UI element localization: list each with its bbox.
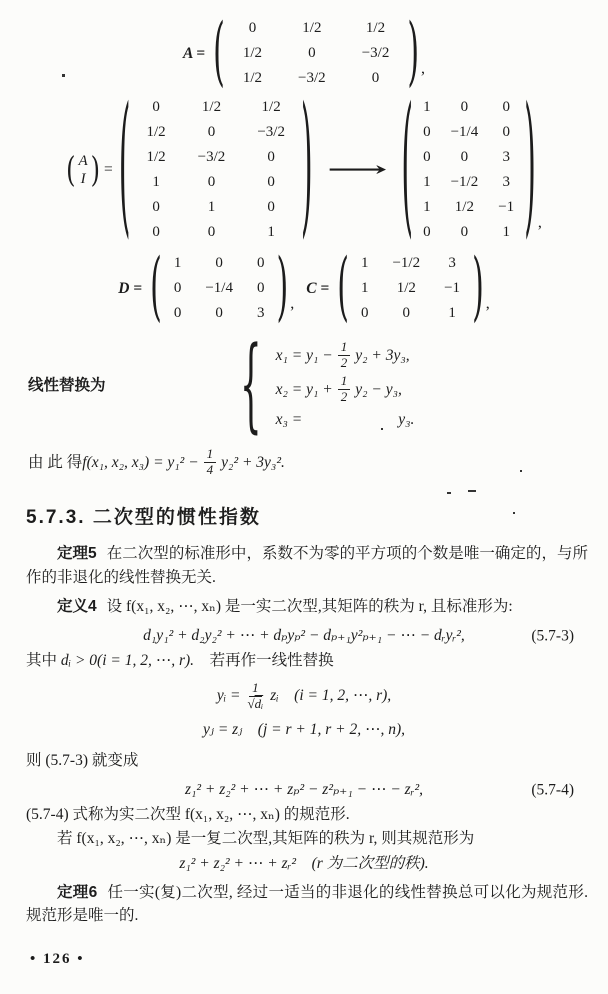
matrix-cell: 1/2	[396, 280, 416, 296]
fraction-numerator: 1	[249, 681, 262, 697]
matrix-cell: 1/2	[261, 99, 281, 115]
matrix-cell: 0	[402, 305, 411, 321]
substitution-label: 线性替换为	[28, 376, 106, 394]
matrix-cell: 1	[360, 255, 369, 271]
matrix-cell: 1	[173, 255, 182, 271]
radicand: dᵢ	[254, 695, 264, 711]
matrix-ai-left	[118, 78, 313, 257]
fraction-numerator: 1	[204, 447, 217, 463]
matrix-cell: 0	[460, 99, 469, 115]
fraction	[204, 447, 217, 478]
matrix-cell: −1	[498, 199, 515, 215]
matrix-cell: −1/4	[450, 124, 479, 140]
then-line: 则 (5.7-3) 就变成	[26, 751, 139, 769]
matrix-cell: 0	[215, 305, 223, 321]
matrix-cell: 1/2	[201, 99, 222, 115]
matrix-c	[337, 243, 484, 331]
sub2-eq1-pre: yᵢ =	[216, 687, 241, 705]
eq3-post: y₃.	[398, 410, 415, 428]
matrix-cell: 1/2	[365, 20, 386, 36]
theorem-5-paragraph	[0, 542, 608, 589]
formula-5-7-3-body: d₁y₁² + d₂y₂² + ⋯ + dₚyₚ² − dₚ₊₁y²ₚ₊₁ − ⋯ − dᵣyᵣ²,	[143, 627, 465, 645]
matrix-cell: 1	[267, 224, 275, 240]
comma: ,	[421, 60, 426, 77]
equals-sign: =	[104, 161, 113, 179]
result-math-post: y₂² + 3y₃².	[221, 453, 285, 471]
result-intro: 由 此 得	[28, 453, 83, 471]
substitution-eq3	[276, 408, 415, 431]
matrix-cell: −1/4	[205, 280, 233, 296]
right-paren-icon: )	[300, 78, 313, 257]
matrix-cell: −3/2	[257, 124, 285, 140]
matrix-cell: 0	[502, 99, 510, 115]
right-paren-icon: )	[524, 78, 536, 257]
matrix-cell: 3	[256, 305, 265, 321]
sqrt-sign: √	[247, 695, 255, 711]
result-line	[0, 447, 608, 478]
left-paren-icon: (	[213, 8, 225, 96]
matrix-cell: I	[80, 171, 86, 187]
equation-matrix-ai	[0, 78, 608, 257]
matrix-d	[150, 243, 289, 331]
sub2-eq2: yⱼ = zⱼ (j = r + 1, r + 2, ⋯, n),	[202, 720, 405, 738]
matrix-cell: 1	[448, 305, 456, 321]
substitution2-eq2	[0, 718, 608, 741]
matrix-c-lhs: C =	[306, 279, 330, 297]
fraction-denominator: 2	[340, 388, 348, 404]
matrix-cell: 0	[152, 99, 160, 115]
matrix-cell: 0	[256, 280, 265, 296]
left-paren-icon: (	[118, 78, 131, 257]
matrix-cell: 0	[267, 199, 275, 215]
matrix-a-lhs: A =	[182, 44, 206, 62]
condition-math: dᵢ > 0(i = 1, 2, ⋯, r).	[60, 652, 195, 670]
matrix-d-lhs: D =	[118, 279, 143, 297]
comma: ,	[485, 295, 490, 312]
linear-substitution-block	[0, 325, 608, 446]
matrix-cell: A	[78, 153, 88, 169]
matrix-cell: 0	[207, 174, 216, 190]
eq3-pre: x₃ =	[275, 410, 303, 428]
matrix-cell: 0	[502, 124, 510, 140]
sub2-eq1-post: zᵢ (i = 1, 2, ⋯, r),	[270, 687, 392, 705]
matrix-cell: 0	[360, 305, 369, 321]
matrix-cell: 0	[248, 20, 257, 36]
condition-pre: 其中	[26, 652, 61, 670]
scan-speck	[447, 492, 451, 494]
matrix-cell: 0	[173, 280, 182, 296]
fraction	[338, 374, 351, 405]
substitution-equations	[276, 340, 415, 431]
matrix-cell: 0	[423, 224, 431, 240]
matrix-ai-right	[401, 78, 536, 257]
fraction-numerator: 1	[338, 374, 351, 390]
fraction-denominator	[245, 697, 265, 712]
fraction-numerator: 1	[338, 340, 351, 356]
matrix-ai-right-grid	[413, 95, 524, 245]
canonical-line: (5.7-4) 式称为实二次型 f(x₁, x₂, ⋯, xₙ) 的规范形.	[26, 806, 350, 824]
condition-post: 若再作一线性替换	[194, 652, 334, 670]
scan-speck	[62, 74, 65, 77]
substitution-eq2	[276, 374, 415, 405]
matrix-cell: 0	[256, 255, 265, 271]
theorem-6-label: 定理6	[57, 884, 98, 901]
matrix-cell: 1/2	[242, 45, 263, 61]
matrix-cell: 0	[207, 224, 216, 240]
left-paren-icon: (	[401, 78, 414, 257]
matrix-a	[213, 8, 420, 96]
matrix-cell: −3/2	[298, 70, 326, 86]
formula-5-7-4-body: z₁² + z₂² + ⋯ + zₚ² − z²ₚ₊₁ − ⋯ − zᵣ²,	[184, 781, 424, 798]
matrix-cell: −1	[444, 280, 461, 296]
right-paren-icon: )	[472, 243, 484, 331]
formula-5-7-4-tag: (5.7-4)	[531, 781, 574, 798]
theorem-5-label: 定理5	[57, 545, 97, 563]
fraction-denominator: 4	[206, 461, 214, 477]
theorem-6-paragraph	[0, 881, 608, 928]
substitution-eq1	[276, 340, 415, 371]
fraction-denominator: 2	[340, 354, 348, 370]
matrix-cell: 1	[423, 99, 431, 115]
section-title: 5.7.3. 二次型的惯性指数	[26, 506, 261, 528]
formula-5-7-4	[0, 778, 608, 801]
formula-5-7-3	[0, 624, 608, 647]
result-math-pre: f(x₁, x₂, x₃) = y₁² −	[82, 453, 199, 471]
complex-formula: z₁² + z₂² + ⋯ + zᵣ² (r 为二次型的秩).	[179, 854, 429, 872]
matrix-cell: 1	[423, 174, 431, 190]
matrix-cell: 0	[267, 174, 275, 190]
matrix-cell: 3	[448, 255, 456, 271]
right-paren-icon: )	[276, 243, 289, 331]
comma: ,	[290, 295, 295, 312]
matrix-cell: 0	[371, 70, 380, 86]
scan-speck	[381, 428, 383, 430]
matrix-cell: −1/2	[392, 255, 421, 271]
comma: ,	[537, 214, 542, 231]
ai-stack-label	[66, 149, 101, 191]
definition-4-paragraph	[0, 595, 608, 618]
right-arrow-icon: ⟶	[326, 159, 388, 181]
right-paren-icon: )	[90, 149, 101, 191]
equation-matrix-d-c	[0, 243, 608, 331]
theorem-5-text: 在二次型的标准形中，系数不为零的平方项的个数是唯一确定的，与所作的非退化的线性替换无关.	[26, 545, 588, 586]
matrix-cell: 0	[267, 149, 275, 165]
matrix-cell: 0	[152, 199, 160, 215]
right-paren-icon: )	[407, 8, 420, 96]
definition-4-label: 定义4	[57, 597, 97, 615]
matrix-cell: 1/2	[146, 124, 166, 140]
matrix-cell: 1	[502, 224, 510, 240]
matrix-cell: 0	[423, 124, 431, 140]
definition-4-text: 设 f(x₁, x₂, ⋯, xₙ) 是一实二次型,其矩阵的秩为 r, 且标准形为:	[106, 597, 513, 615]
matrix-cell: 0	[460, 224, 469, 240]
matrix-cell: 1	[152, 174, 160, 190]
matrix-cell: 0	[173, 305, 182, 321]
substitution2-eq1	[0, 681, 608, 712]
condition-line	[0, 649, 608, 672]
matrix-ai-left-grid	[131, 95, 301, 245]
matrix-cell: 1/2	[242, 70, 263, 86]
scan-speck	[468, 490, 476, 492]
matrix-cell: −3/2	[197, 149, 226, 165]
left-paren-icon: (	[337, 243, 349, 331]
matrix-cell: 3	[502, 174, 510, 190]
eq1-pre: x₁ = y₁ −	[275, 346, 333, 364]
matrix-cell: 0	[308, 45, 316, 61]
eq2-post: y₂ − y₃,	[355, 380, 402, 398]
theorem-6-text: 任一实(复)二次型, 经过一适当的非退化的线性替换总可以化为规范形. 规范形是唯一的.	[26, 884, 588, 925]
matrix-cell: 0	[423, 149, 431, 165]
left-paren-icon: (	[150, 243, 162, 331]
matrix-cell: 0	[215, 255, 223, 271]
left-paren-icon: (	[66, 149, 76, 191]
ai-stack-grid	[75, 152, 90, 188]
matrix-cell: 1/2	[146, 149, 166, 165]
matrix-cell: 1	[207, 199, 216, 215]
matrix-cell: 1/2	[302, 20, 322, 36]
fraction	[338, 340, 351, 371]
formula-5-7-3-tag: (5.7-3)	[531, 627, 574, 645]
brace-icon: {	[240, 325, 262, 446]
matrix-cell: 1	[360, 280, 369, 296]
complex-line: 若 f(x₁, x₂, ⋯, xₙ) 是一复二次型,其矩阵的秩为 r, 则其规范形为	[57, 829, 475, 847]
scan-speck	[520, 470, 522, 472]
matrix-cell: 3	[502, 149, 510, 165]
page-number: • 126 •	[30, 950, 85, 967]
matrix-cell: 0	[152, 224, 160, 240]
eq2-pre: x₂ = y₁ +	[275, 380, 333, 398]
matrix-cell: 1	[423, 199, 431, 215]
eq1-post: y₂ + 3y₃,	[355, 346, 410, 364]
matrix-cell: −3/2	[361, 45, 390, 61]
matrix-d-grid	[162, 251, 277, 326]
matrix-cell: 0	[207, 124, 216, 140]
matrix-a-grid	[225, 16, 407, 91]
matrix-cell: −1/2	[450, 174, 479, 190]
fraction	[245, 681, 265, 712]
matrix-cell: 1/2	[454, 199, 474, 215]
matrix-cell: 0	[460, 149, 469, 165]
scan-speck	[513, 512, 515, 514]
matrix-c-grid	[349, 251, 472, 326]
